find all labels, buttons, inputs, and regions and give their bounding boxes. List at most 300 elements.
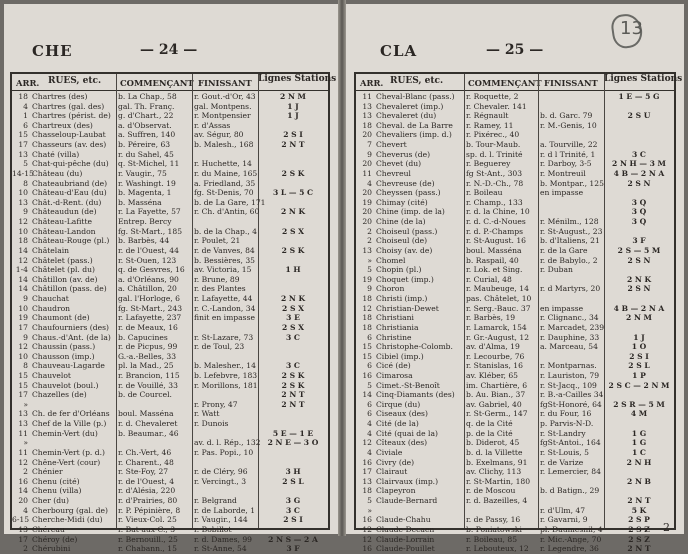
row-street-name: Chéreau <box>32 524 65 534</box>
row-arrondissement: 9 <box>23 207 28 217</box>
row-starts-at: r. de l'Ouest, 44 <box>118 245 179 255</box>
row-street-name: Civry (de) <box>376 457 415 467</box>
row-lines-stations: 2 S K <box>281 168 305 178</box>
row-starts-at: r. de Vouillé, 33 <box>118 380 178 390</box>
row-lines-stations: 2 S I <box>629 351 649 361</box>
page-corner-mark: 2 <box>663 521 670 534</box>
row-starts-at: b. Péreire, 63 <box>118 140 171 150</box>
row-arrondissement: 14 <box>18 274 28 284</box>
row-ends-at: r. Dauphine, 33 <box>540 332 600 342</box>
row-starts-at: r. Maubeuge, 14 <box>466 284 529 294</box>
row-lines-stations: 2 N T <box>281 399 305 409</box>
row-arrondissement: 16 <box>362 370 372 380</box>
table-row <box>356 381 674 391</box>
row-starts-at: a. d'Orléans, 90 <box>118 274 179 284</box>
row-arrondissement: 20 <box>362 188 372 198</box>
table-row <box>12 188 328 198</box>
row-arrondissement: 5 <box>367 265 372 275</box>
row-street-name: Châtelet (pl. du) <box>32 265 95 275</box>
row-lines-stations: 2 S U <box>627 111 651 121</box>
row-arrondissement: 6 <box>23 120 28 130</box>
row-arrondissement: 12 <box>18 217 28 227</box>
row-ends-at: r. d l Trinité, 1 <box>540 149 596 159</box>
row-street-name: Chevaleret (du) <box>376 111 437 121</box>
row-ends-at: b. de La Gare, 171 <box>194 197 266 207</box>
row-street-name: Cherche-Midi (du) <box>32 515 103 525</box>
row-lines-stations: 2 S X <box>282 303 304 313</box>
row-starts-at: b. Capucines <box>118 332 168 342</box>
table-row <box>12 525 328 535</box>
row-starts-at: av. Kléber, 65 <box>466 370 518 380</box>
row-ends-at: pl. Daumesnil, 4 <box>540 524 603 534</box>
row-starts-at: r. de l'Ouest, 4 <box>118 476 175 486</box>
row-starts-at: sp. d. l. Trinité <box>466 149 523 159</box>
row-starts-at: q. de la Cité <box>466 419 513 429</box>
row-ends-at: r. Duban <box>540 265 573 275</box>
row-lines-stations: 3 G <box>285 496 301 506</box>
row-ends-at: en impasse <box>540 188 584 198</box>
table-row <box>356 458 674 468</box>
row-ends-at: r. St-Jacq., 109 <box>540 380 597 390</box>
row-arrondissement: 6 <box>367 332 372 342</box>
row-lines-stations: 2 N E — 3 O <box>267 438 319 448</box>
book-gutter <box>338 0 346 536</box>
row-arrondissement: 17 <box>18 140 28 150</box>
row-ends-at: av. d. l. Rép., 132 <box>194 438 261 448</box>
row-street-name: Christiania <box>376 322 419 332</box>
table-row <box>356 429 674 439</box>
table-row <box>356 342 674 352</box>
pencil-margin-number: 13 <box>620 18 643 39</box>
row-arrondissement: 13 <box>362 111 372 121</box>
row-starts-at: r. Serg.-Bauc. 37 <box>466 303 531 313</box>
row-lines-stations: 2 S Z <box>628 534 650 544</box>
row-street-name: Cinq-Diamants (des) <box>376 390 455 400</box>
row-lines-stations: 2 S K <box>281 380 305 390</box>
row-ends-at: r. Darboy, 3-5 <box>540 159 592 169</box>
row-starts-at: G.-a.-Belles, 33 <box>118 351 177 361</box>
table-row <box>12 535 328 545</box>
row-ends-at: fgSt-Honoré, 64 <box>540 399 602 409</box>
row-street-name: Chaudron <box>32 303 71 313</box>
row-lines-stations: 1 E — 5 G <box>618 92 660 101</box>
table-row <box>12 130 328 140</box>
left-directory-table <box>10 72 337 554</box>
row-ends-at: gal. Montpens. <box>194 101 252 111</box>
row-arrondissement: 5 <box>367 496 372 506</box>
row-lines-stations: 4 B — 2 N A <box>613 303 665 313</box>
row-arrondissement: 19 <box>18 313 28 323</box>
row-ends-at: r. Mic.-Ange, 70 <box>540 534 602 544</box>
row-starts-at: g. d'Chart., 22 <box>118 111 174 121</box>
row-arrondissement: 18 <box>362 120 372 130</box>
row-ends-at: p. Parvis-N-D. <box>540 419 594 429</box>
row-lines-stations: 3 Q <box>631 217 647 227</box>
table-row <box>12 371 328 381</box>
table-row <box>356 275 674 285</box>
row-starts-at: im. Chartière, 6 <box>466 380 528 390</box>
row-arrondissement: 17 <box>362 467 372 477</box>
row-ends-at: r. M.-Genis, 10 <box>540 120 597 130</box>
row-street-name: Cheverus (de) <box>376 149 431 159</box>
row-street-name: Chopin (pl.) <box>376 265 422 275</box>
table-row <box>12 438 328 448</box>
row-lines-stations: 2 N K <box>280 294 306 304</box>
row-arrondissement: » <box>367 255 372 265</box>
row-ends-at: r. d'Ulm, 47 <box>540 505 586 515</box>
row-street-name: Château-d'Eau (du) <box>32 188 107 198</box>
row-starts-at: r. d'Alésia, 220 <box>118 486 176 496</box>
row-starts-at: b. Barbès, 44 <box>118 236 170 246</box>
row-street-name: Chimay (cité) <box>376 197 428 207</box>
row-starts-at: r. de Moscou <box>466 486 516 496</box>
row-lines-stations: 2 S P <box>628 515 650 525</box>
row-ends-at: r. Lemercier, 84 <box>540 467 601 477</box>
row-starts-at: r. Barbès, 19 <box>466 313 516 323</box>
row-street-name: Clairaut <box>376 467 408 477</box>
row-arrondissement: 13 <box>18 149 28 159</box>
row-ends-at: r. St-Anne, 54 <box>194 544 247 554</box>
row-arrondissement: 13 <box>18 409 28 419</box>
row-starts-at: a. d'Observat. <box>118 120 172 130</box>
row-ends-at: r. Lafayette, 44 <box>194 294 253 304</box>
table-row <box>356 448 674 458</box>
row-street-name: Chartres (périst. de) <box>32 111 111 121</box>
row-street-name: Cimarosa <box>376 370 413 380</box>
row-lines-stations: 4 B — 2 N A <box>613 168 665 178</box>
row-arrondissement: 14 <box>18 245 28 255</box>
row-arrondissement: 10 <box>18 303 28 313</box>
row-ends-at: r. Brune, 89 <box>194 274 240 284</box>
row-arrondissement: 6 <box>367 409 372 419</box>
row-starts-at: r. Charent., 48 <box>118 457 174 467</box>
row-lines-stations: 5 K <box>631 505 647 515</box>
table-row <box>356 477 674 487</box>
row-arrondissement: 18 <box>18 236 28 246</box>
table-row <box>356 371 674 381</box>
row-ends-at: b. Malesher., 14 <box>194 361 256 371</box>
left-running-header: CHE <box>32 42 73 60</box>
table-row <box>356 486 674 496</box>
row-lines-stations: 2 S X <box>282 226 304 236</box>
table-row <box>356 207 674 217</box>
row-lines-stations: 3 C <box>286 361 300 371</box>
row-starts-at: r. St-August. 16 <box>466 236 527 246</box>
table-row <box>12 323 328 333</box>
table-row <box>12 102 328 112</box>
row-starts-at: b. Raspail, 40 <box>466 255 519 265</box>
row-starts-at: gal. l'Horloge, 6 <box>118 294 180 304</box>
row-lines-stations: 3 Q <box>631 207 647 217</box>
row-lines-stations: 2 S C — 2 N M <box>608 380 670 390</box>
row-ends-at: r. Ch. d'Antin, 60 <box>194 207 260 217</box>
row-arrondissement: 11 <box>362 168 372 178</box>
row-lines-stations: 2 S — 5 M <box>617 245 661 255</box>
row-ends-at: r. Gavarni, 9 <box>540 515 588 525</box>
row-ends-at: r. B.-a-Cailles 34 <box>540 390 604 400</box>
row-starts-at: Entrep. Bercy <box>118 217 172 227</box>
row-arrondissement: 1 <box>23 111 28 121</box>
row-lines-stations: 2 S R — 5 M <box>613 399 665 409</box>
row-arrondissement: 4 <box>367 447 372 457</box>
col-arr: ARR. <box>16 78 40 88</box>
table-row <box>356 323 674 333</box>
row-arrondissement: 12 <box>362 303 372 313</box>
row-lines-stations: 5 E — 1 E <box>272 428 314 438</box>
row-street-name: Cîteaux (des) <box>376 438 428 448</box>
row-arrondissement: 13 <box>362 476 372 486</box>
row-starts-at: r. Brancion, 115 <box>118 370 180 380</box>
header-rule <box>12 90 328 91</box>
row-lines-stations: 1 H <box>285 265 301 275</box>
row-starts-at: a. Suffren, 140 <box>118 130 176 140</box>
table-row <box>12 121 328 131</box>
row-arrondissement: 12 <box>18 342 28 352</box>
row-street-name: Christi (imp.) <box>376 294 428 304</box>
table-row <box>356 140 674 150</box>
col-commencant: COMMENÇANT <box>120 78 194 88</box>
table-row <box>356 506 674 516</box>
table-row <box>12 400 328 410</box>
row-starts-at: r. d. Bazeilles, 4 <box>466 496 528 506</box>
row-lines-stations: 2 N T <box>281 390 305 400</box>
row-street-name: Claude-Lorrain <box>376 534 435 544</box>
row-ends-at: b. d'Italiens, 21 <box>540 236 600 246</box>
row-arrondissement: 10 <box>18 351 28 361</box>
row-starts-at: av. Gabriel, 40 <box>466 399 522 409</box>
row-street-name: Chat-qui-pêche (du) <box>32 159 109 169</box>
row-arrondissement: 6-15 <box>12 515 30 525</box>
row-starts-at: r. Vieux-Col. 25 <box>118 515 177 525</box>
row-street-name: Châtelet (pass.) <box>32 255 93 265</box>
row-arrondissement: 9 <box>367 284 372 294</box>
table-row <box>12 381 328 391</box>
row-street-name: Cheval-Blanc (pass.) <box>376 92 455 101</box>
row-street-name: Chénier <box>32 467 63 477</box>
row-ends-at: b. Bessières, 35 <box>194 255 255 265</box>
right-directory-table <box>354 72 683 554</box>
row-ends-at: r. Ménilm., 128 <box>540 217 599 227</box>
row-street-name: Chaté (villa) <box>32 149 80 159</box>
row-arrondissement: 18 <box>18 92 28 101</box>
row-street-name: Civiale <box>376 447 403 457</box>
row-starts-at: r. Roquette, 2 <box>466 92 519 101</box>
row-arrondissement: 20 <box>362 217 372 227</box>
row-starts-at: boul. Masséna <box>118 409 174 419</box>
row-ends-at: r. St-Lazare, 73 <box>194 332 254 342</box>
row-arrondissement: 4 <box>23 505 28 515</box>
row-starts-at: r. Curial, 48 <box>466 274 512 284</box>
row-starts-at: r. Boileau <box>466 188 503 198</box>
row-street-name: Chauvelot <box>32 370 71 380</box>
row-lines-stations: 2 N T <box>281 140 305 150</box>
row-starts-at: r. d. Chevaleret <box>118 419 178 429</box>
row-starts-at: b. de Courcel. <box>118 390 172 400</box>
row-street-name: Cirque (du) <box>376 399 421 409</box>
table-row <box>12 458 328 468</box>
row-ends-at: r. Gout.-d'Or, 43 <box>194 92 256 101</box>
table-row <box>356 265 674 275</box>
row-starts-at: r. St-Germ., 147 <box>466 409 528 419</box>
table-row <box>12 198 328 208</box>
row-ends-at: finit en impasse <box>194 313 255 323</box>
row-arrondissement: 15 <box>362 351 372 361</box>
table-row <box>12 352 328 362</box>
row-street-name: Chartreux (des) <box>32 120 93 130</box>
row-arrondissement: 17 <box>18 534 28 544</box>
row-street-name: Chât.-d-Rent. (du) <box>32 197 102 207</box>
row-arrondissement: 13 <box>18 197 28 207</box>
row-starts-at: fg. St-Mart., 185 <box>118 226 183 236</box>
row-lines-stations: 3 F <box>632 236 646 246</box>
col-rues: RUES, etc. <box>390 76 444 86</box>
header-rule <box>356 90 674 91</box>
row-lines-stations: 2 S X <box>282 322 304 332</box>
row-ends-at: b. d Batign., 29 <box>540 486 600 496</box>
row-starts-at: b. d. la Villette <box>466 447 523 457</box>
row-ends-at: av. Victoria, 15 <box>194 265 252 275</box>
row-starts-at: r. Stanislas, 16 <box>466 361 523 371</box>
row-street-name: Cicé (de) <box>376 361 411 371</box>
row-starts-at: r. P. Pépinière, 8 <box>118 505 181 515</box>
row-lines-stations: 2 N K <box>280 207 306 217</box>
row-street-name: Chef de la Ville (p.) <box>32 419 107 429</box>
row-ends-at: r. Watt <box>194 409 220 419</box>
row-arrondissement: 1-4 <box>15 265 28 275</box>
row-ends-at: r. de Vanves, 84 <box>194 245 255 255</box>
col-finissant: FINISSANT <box>198 78 252 88</box>
row-ends-at: r. d Martyrs, 20 <box>540 284 601 294</box>
row-lines-stations: 2 N M <box>280 92 306 101</box>
row-arrondissement: 9 <box>23 294 28 304</box>
row-lines-stations: 2 N S — 2 A <box>268 534 318 544</box>
row-ends-at: r. du Maine, 165 <box>194 168 258 178</box>
row-arrondissement: 2 <box>367 236 372 246</box>
row-starts-at: r. La Fayette, 57 <box>118 207 181 217</box>
row-lines-stations: 2 N M <box>626 313 652 323</box>
row-starts-at: boul. Masséna <box>466 245 522 255</box>
row-starts-at: r. St-Ouen, 123 <box>118 255 177 265</box>
row-street-name: Chenu (villa) <box>32 486 82 496</box>
row-street-name: Cherbourg (gal. de) <box>32 505 108 515</box>
table-row <box>356 304 674 314</box>
row-arrondissement: 18 <box>362 486 372 496</box>
table-row <box>12 477 328 487</box>
row-ends-at: a. Friedland, 35 <box>194 178 256 188</box>
row-ends-at: r. de Varize <box>540 457 584 467</box>
row-arrondissement: 17 <box>18 390 28 400</box>
row-arrondissement: 16 <box>362 457 372 467</box>
row-arrondissement: 6 <box>367 399 372 409</box>
row-arrondissement: 15 <box>362 342 372 352</box>
row-street-name: Chenu (cité) <box>32 476 80 486</box>
table-row <box>356 419 674 429</box>
table-row <box>12 467 328 477</box>
row-street-name: Choquet (imp.) <box>376 274 434 284</box>
row-arrondissement: 18 <box>362 322 372 332</box>
table-row <box>356 409 674 419</box>
row-starts-at: q. de Gesvres, 16 <box>118 265 185 275</box>
row-arrondissement: 20 <box>362 207 372 217</box>
row-ends-at: fg. St-Denis, 70 <box>194 188 254 198</box>
row-starts-at: pl. la Mad., 25 <box>118 361 174 371</box>
row-starts-at: a. Châtillon, 20 <box>118 284 177 294</box>
row-starts-at: r. St-Martin, 180 <box>466 476 531 486</box>
left-page-number: — 24 — <box>140 42 198 58</box>
row-lines-stations: 2 N T <box>627 544 651 554</box>
table-row <box>356 188 674 198</box>
row-arrondissement: 12 <box>18 255 28 265</box>
row-starts-at: q. St-Michel, 11 <box>118 159 180 169</box>
row-arrondissement: 4 <box>367 419 372 429</box>
row-street-name: Clairvaux (imp.) <box>376 476 439 486</box>
table-row <box>12 496 328 506</box>
row-starts-at: r. de Meaux, 16 <box>118 322 178 332</box>
row-street-name: Chine (imp. de la) <box>376 207 445 217</box>
row-lines-stations: 2 S Z <box>628 524 650 534</box>
table-row <box>356 236 674 246</box>
table-row <box>356 179 674 189</box>
row-ends-at: r. C.-Landon, 34 <box>194 303 256 313</box>
row-ends-at: r. Huchette, 14 <box>194 159 252 169</box>
row-arrondissement: 4 <box>367 428 372 438</box>
table-row <box>12 409 328 419</box>
table-row <box>356 169 674 179</box>
row-ends-at: r. Pas. Popi., 10 <box>194 447 254 457</box>
row-arrondissement: 12 <box>18 457 28 467</box>
row-starts-at: r. Lecourbe, 76 <box>466 351 525 361</box>
row-street-name: Châtillon (av. de) <box>32 274 98 284</box>
row-arrondissement: 16 <box>18 476 28 486</box>
table-row <box>356 150 674 160</box>
row-arrondissement: 13 <box>18 419 28 429</box>
row-ends-at: r. St-Louis, 5 <box>540 447 589 457</box>
col-lignes-stations: Lignes Stations <box>258 74 337 84</box>
row-lines-stations: 3 E <box>286 313 300 323</box>
table-row <box>356 284 674 294</box>
row-street-name: Cité (de la) <box>376 419 419 429</box>
row-ends-at: r. Bobillot <box>194 524 232 534</box>
row-starts-at: r. Bat-aux-C., 3 <box>118 524 176 534</box>
row-starts-at: b. Au. Bian., 37 <box>466 390 526 400</box>
row-ends-at: a. Marceau, 54 <box>540 342 598 352</box>
row-ends-at: av. Ségur, 80 <box>194 130 244 140</box>
row-starts-at: av. Clichy, 113 <box>466 467 522 477</box>
row-arrondissement: 20 <box>18 496 28 506</box>
row-arrondissement: 6 <box>367 361 372 371</box>
table-row <box>356 198 674 208</box>
table-row <box>12 207 328 217</box>
row-arrondissement: 9 <box>367 149 372 159</box>
row-street-name: Chartres (des) <box>32 92 88 101</box>
row-starts-at: r. Lebouteux, 12 <box>466 544 529 554</box>
table-row <box>356 313 674 323</box>
row-starts-at: b. Beaumar., 46 <box>118 428 179 438</box>
row-arrondissement: 9 <box>23 332 28 342</box>
row-arrondissement: » <box>23 399 28 409</box>
row-starts-at: pas. Châtelet, 10 <box>466 294 532 304</box>
row-ends-at: fgSt-Antoi., 164 <box>540 438 601 448</box>
row-starts-at: r. Champ., 133 <box>466 197 523 207</box>
row-starts-at: r. N.-D.-Ch., 78 <box>466 178 524 188</box>
row-street-name: Chomel <box>376 255 406 265</box>
row-arrondissement: 17 <box>18 322 28 332</box>
table-row <box>12 227 328 237</box>
row-ends-at: b. d. Garc. 79 <box>540 111 593 121</box>
row-arrondissement: 10 <box>18 226 28 236</box>
row-street-name: Cher (du) <box>32 496 69 506</box>
left-page <box>4 4 338 554</box>
